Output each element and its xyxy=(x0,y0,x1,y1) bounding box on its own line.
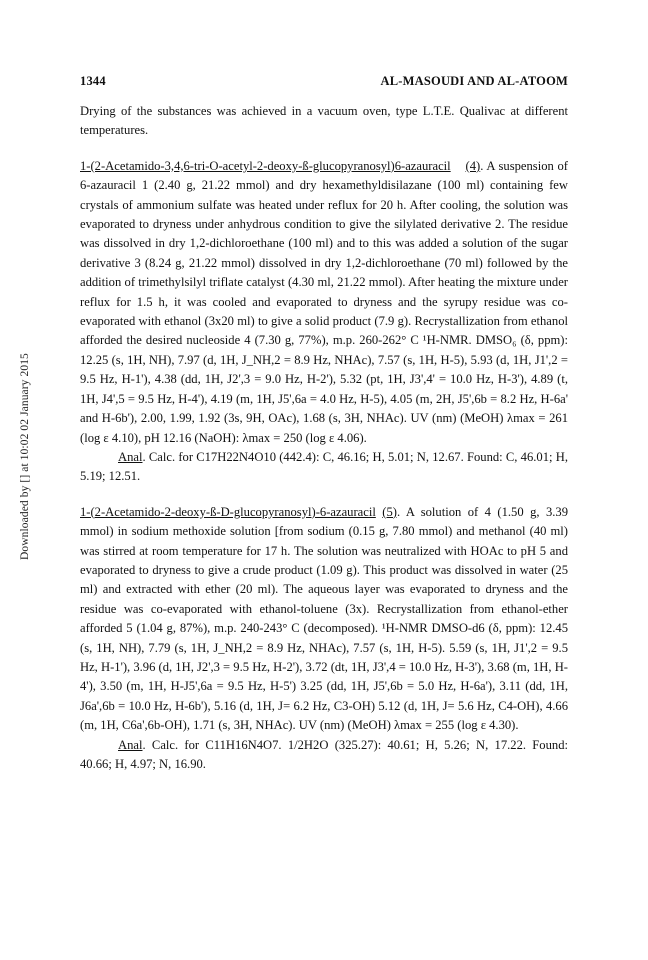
section1-compound-ref: (4) xyxy=(465,158,481,173)
section2-body: . A solution of 4 (1.50 g, 3.39 mmol) in sodium methoxide solution [from sodium (0.15 g, 7.80 mmol) and methanol (40 ml) was stirred at room temperature for 17 h. The solution was neutralized with HOAc to pH 5 and evaporated to dryness to give a crude product (1.09 g). This product was dissolved in water (25 ml) and extracted with ether (20 ml). The aqueous layer was evaporated to dryness and the residue was co-evaporated with ethanol-toluene (3x). Recrystallization from ethanol-ether afforded 5 (1.04 g, 87%), m.p. 240-243° C (decomposed). ¹H-NMR DMSO-d6 (δ, ppm): 12.45 (s, 1H, NH), 7.79 (s, 1H, J_NH,2 = 8.9 Hz, NHAc), 7.57 (s, 1H, H-5). 5.59 (s, 1H, J1',2 = 9.5 Hz, H-1'), 3.96 (d, 1H, J2',3 = 9.5 Hz, H-2'), 3.72 (dt, 1H, J3',4 = 10.0 Hz, H-3'), 3.68 (m, 1H, H-4'), 3.50 (m, 1H, H-J5',6a = 9.5 Hz, H-5') 3.25 (dd, 1H, J5',6b = 5.0 Hz, H-6a'), 3.11 (dd, 1H, J6a',6b = 10.0 Hz, H-6b'), 5.16 (d, 1H, J= 6.2 Hz, C3-OH) 5.12 (d, 1H, J= 5.6 Hz, C4-OH), 4.66 (m, 1H, C6a',6b-OH), 1.71 (s, 3H, NHAc). UV (nm) (MeOH) λmax = 255 (log ε 4.30). xyxy=(80,504,569,733)
section1-anal-label: Anal xyxy=(118,449,143,464)
section2-anal-text: . Calc. for C11H16N4O7. 1/2H2O (325.27): 40.61; H, 5.26; N, 17.22. Found: 40.66; H, 4.97; N, 16.90. xyxy=(80,737,568,771)
running-head: AL-MASOUDI AND AL-ATOOM xyxy=(380,74,568,88)
section2-compound-ref: (5) xyxy=(382,504,397,519)
section2-title: 1-(2-Acetamido-2-deoxy-ß-D-glucopyranosyl)-6-azauracil xyxy=(80,504,376,519)
intro-paragraph: Drying of the substances was achieved in a vacuum oven, type L.T.E. Qualivac at different temperatures. xyxy=(80,104,568,138)
article-body xyxy=(80,102,568,774)
section2-anal-label: Anal xyxy=(118,737,143,752)
section1-body: . A suspension of 6-azauracil 1 (2.40 g, 21.22 mmol) and dry hexamethyldisilazane (100 ml) containing few crystals of ammonium sulfate was heated under reflux for 20 h. After cooling, the solution was evaporated to dryness under anhydrous condition to give the silylated derivative 2. The residue was dissolved in dry 1,2-dichloroethane (100 ml) and to this was added a solution of the sugar derivative 3 (8.24 g, 21.22 mmol) dissolved in dry 1,2-dichloroethane (70 ml) followed by the addition of trimethylsilyl triflate catalyst (4.30 ml, 21.22 mmol). After heating the mixture under reflux for 1.5 h, it was cooled and evaporated to dryness and the syrupy residue was co-evaporated with ethanol (3x20 ml) to give a solid product (7.9 g). Recrystallization from ethanol afforded the desired nucleoside 4 (7.30 g, 77%), m.p. 260-262° C ¹H-NMR. DMSO₆ (δ, ppm): 12.25 (s, 1H, NH), 7.97 (d, 1H, J_NH,2 = 8.9 Hz, NHAc), 7.57 (s, 1H, H-5), 5.93 (d, 1H, J1',2 = 9.5 Hz, H-1'), 4.38 (dd, 1H, J2',3 = 9.0 Hz, H-2'), 5.32 (pt, 1H, J3',4' = 10.0 Hz, H-3'), 4.89 (t, 1H, J4',5 = 9.5 Hz, H-4'), 4.19 (m, 1H, J5',6a = 4.0 Hz, H-5), 4.05 (m, 2H, J5',6b = 8.2 Hz, H-6a' and H-6b'), 2.00, 1.99, 1.92 (3s, 9H, OAc), 1.68 (s, 3H, NHAc). UV (nm) (MeOH) λmax = 261 (log ε 4.10), pH 12.16 (NaOH): λmax = 250 (log ε 4.06). xyxy=(80,158,568,445)
section1-title: 1-(2-Acetamido-3,4,6-tri-O-acetyl-2-deoxy-ß-glucopyranosyl)6-azauracil xyxy=(80,158,451,173)
page-number: 1344 xyxy=(80,74,106,88)
paragraph-gap xyxy=(80,487,568,503)
section1-paragraph xyxy=(80,157,568,448)
section2-paragraph xyxy=(80,503,568,736)
section1-anal-paragraph xyxy=(80,448,568,487)
section2-anal-paragraph xyxy=(80,736,568,775)
paragraph-gap xyxy=(80,141,568,157)
section1-anal-text: . Calc. for C17H22N4O10 (442.4): C, 46.16; H, 5.01; N, 12.67. Found: C, 46.01; H, 5.19; 12.51. xyxy=(80,449,568,484)
download-note: Downloaded by [] at 10:02 02 January 2015 xyxy=(19,353,31,560)
